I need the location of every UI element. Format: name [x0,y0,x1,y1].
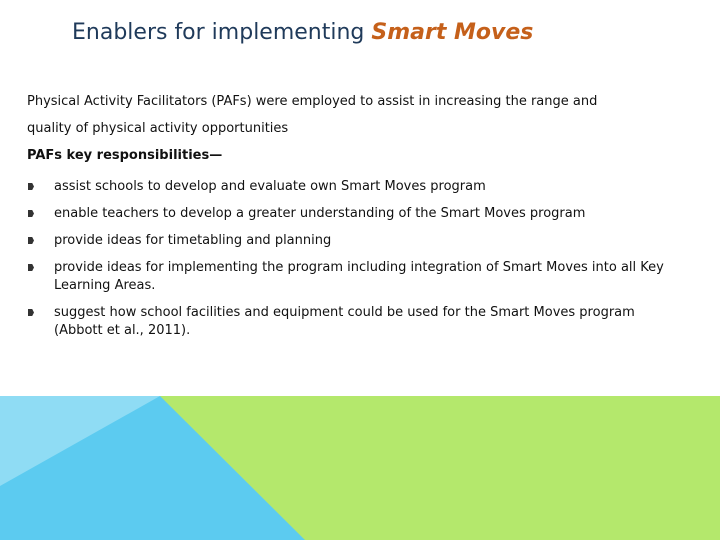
responsibilities-list [27,178,687,340]
list-item [27,232,687,250]
list-item-text: assist schools to develop and evaluate own Smart Moves program [54,179,486,194]
bullet-icon [28,309,34,316]
list-item-text: enable teachers to develop a greater understanding of the Smart Moves program [54,206,586,221]
bullet-icon [28,210,34,217]
list-item-text: suggest how school facilities and equipment could be used for the Smart Moves program (Abbott et al., 2011). [54,305,635,338]
intro-line-2: quality of physical activity opportunities [27,121,289,136]
list-item [27,304,687,340]
bullet-icon [28,183,34,190]
list-item [27,259,687,295]
bullet-icon [28,264,34,271]
slide-body [27,88,687,340]
decorative-footer [0,396,720,540]
list-item [27,178,687,196]
title-accent: Smart Moves [371,20,534,45]
responsibilities-heading: PAFs key responsibilities— [27,148,223,163]
list-item-text: provide ideas for timetabling and planning [54,233,332,248]
title-prefix: Enablers for implementing [72,20,372,45]
list-item-text: provide ideas for implementing the program including integration of Smart Moves into all Key Learning Areas. [54,260,664,293]
list-item [27,205,687,223]
intro-line-1: Physical Activity Facilitators (PAFs) were employed to assist in increasing the range and [27,94,598,109]
slide-title [72,20,533,45]
bullet-icon [28,237,34,244]
